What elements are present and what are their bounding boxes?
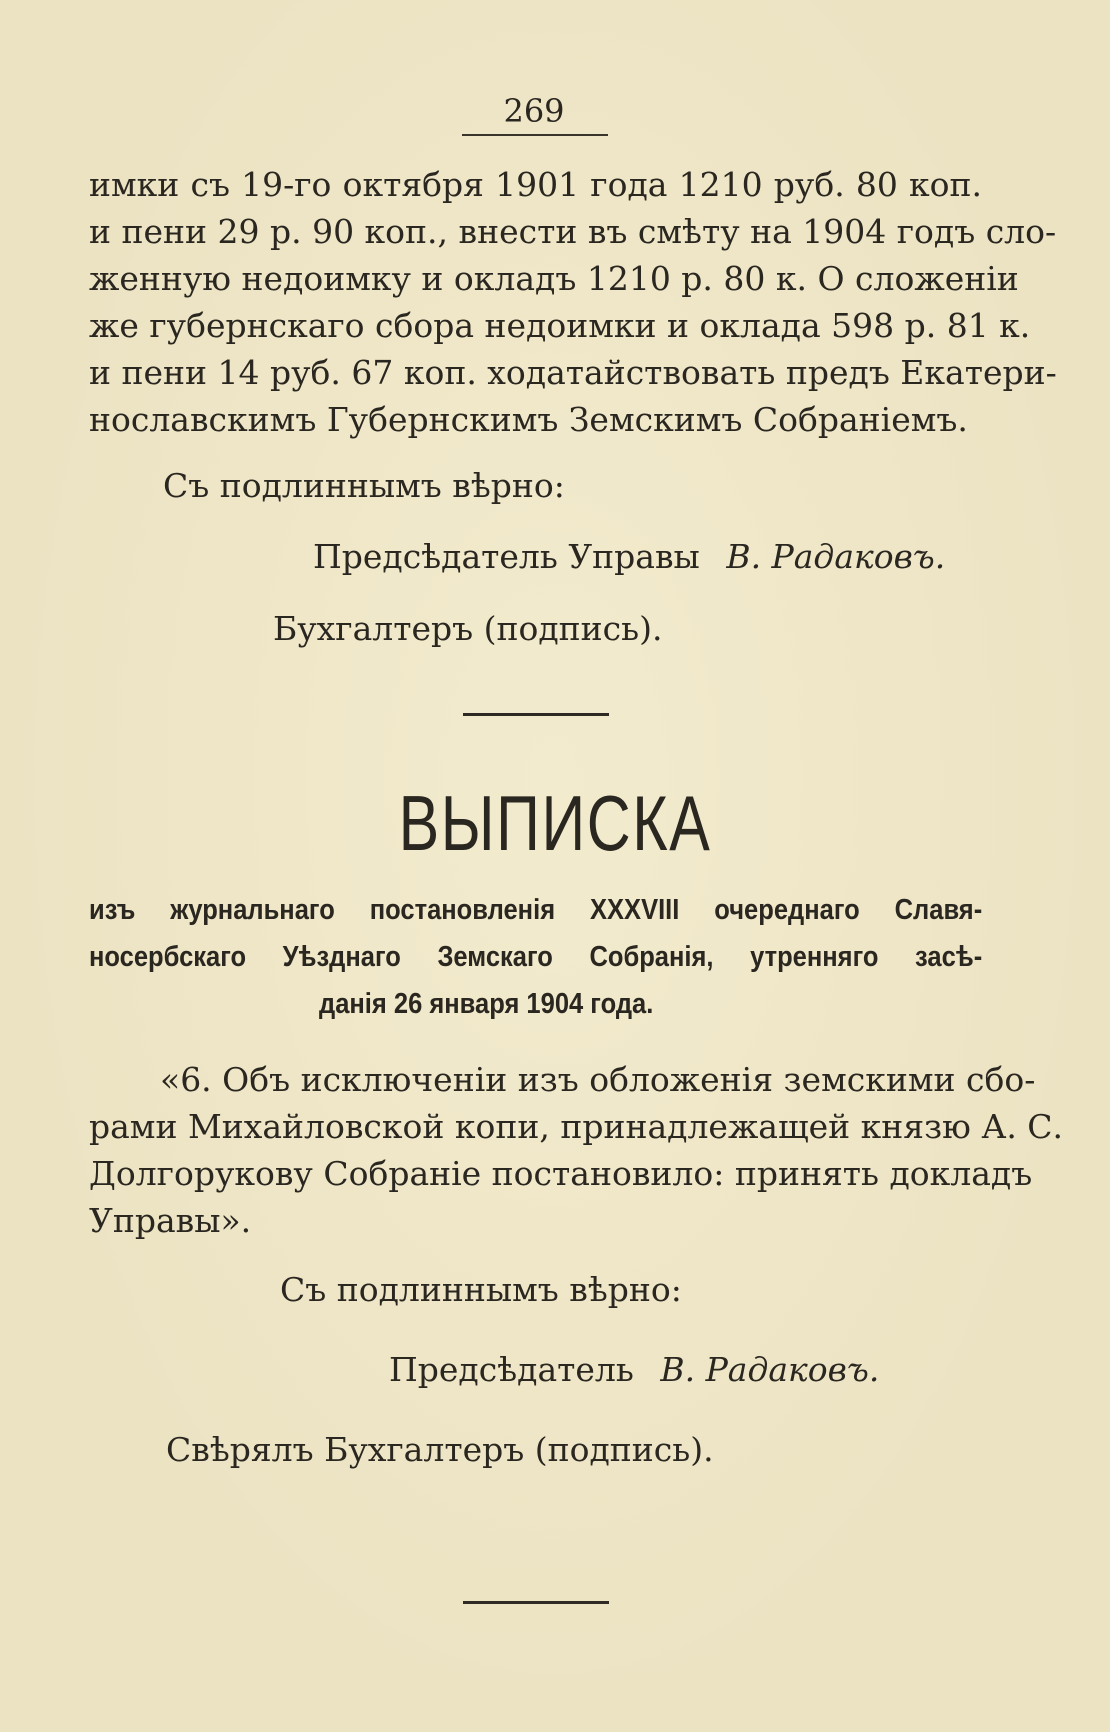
extract-heading: ВЫПИСКА xyxy=(398,779,712,867)
body-line-5: и пени 14 руб. 67 коп. ходатайствовать предъ Екатери- xyxy=(89,353,1057,392)
resolution-line-1: «6. Объ исключеніи изъ обложенія земскими сбо- xyxy=(160,1060,1036,1099)
resolution-line-3: Долгорукову Собраніе постановило: принять докладъ xyxy=(89,1154,1033,1193)
accountant-line-1: Бухгалтеръ (подпись). xyxy=(273,609,663,648)
body-line-4: же губернскаго сбора недоимки и оклада 598 р. 81 к. xyxy=(89,306,1031,345)
chairman-name-2: В. Радаковъ. xyxy=(660,1350,880,1389)
attest-line-2: Съ подлиннымъ вѣрно: xyxy=(280,1270,682,1309)
page-number-rule xyxy=(462,134,608,136)
subheading-line-2: носербскаго Уѣзднаго Земскаго Собранія, утренняго засѣ- xyxy=(89,941,983,973)
subheading-line-1: изъ журнальнаго постановленія XXXVIII очереднаго Славя- xyxy=(89,894,983,926)
checked-by-line: Свѣрялъ Бухгалтеръ (подпись). xyxy=(166,1430,714,1469)
chairman-label-2: Предсѣдатель xyxy=(389,1350,634,1389)
resolution-line-4: Управы». xyxy=(89,1201,252,1240)
chairman-label-1: Предсѣдатель Управы xyxy=(313,537,700,576)
body-line-1: имки съ 19-го октября 1901 года 1210 руб. 80 коп. xyxy=(89,165,982,204)
page-number: 269 xyxy=(503,92,565,130)
chairman-signature-1 xyxy=(313,537,945,577)
attest-line-1: Съ подлиннымъ вѣрно: xyxy=(163,466,565,505)
resolution-line-2: рами Михайловской копи, принадлежащей князю А. С. xyxy=(89,1107,1064,1146)
chairman-name-1: В. Радаковъ. xyxy=(726,537,946,576)
body-line-6: нославскимъ Губернскимъ Земскимъ Собраніемъ. xyxy=(89,400,968,439)
body-line-2: и пени 29 р. 90 коп., внести въ смѣту на 1904 годъ сло- xyxy=(89,212,1057,251)
subheading-line-3: данія 26 января 1904 года. xyxy=(319,988,654,1020)
section-divider-1 xyxy=(463,713,609,716)
chairman-signature-2 xyxy=(389,1350,879,1390)
body-line-3: женную недоимку и окладъ 1210 р. 80 к. О сложеніи xyxy=(89,259,1019,298)
section-divider-2 xyxy=(463,1601,609,1604)
